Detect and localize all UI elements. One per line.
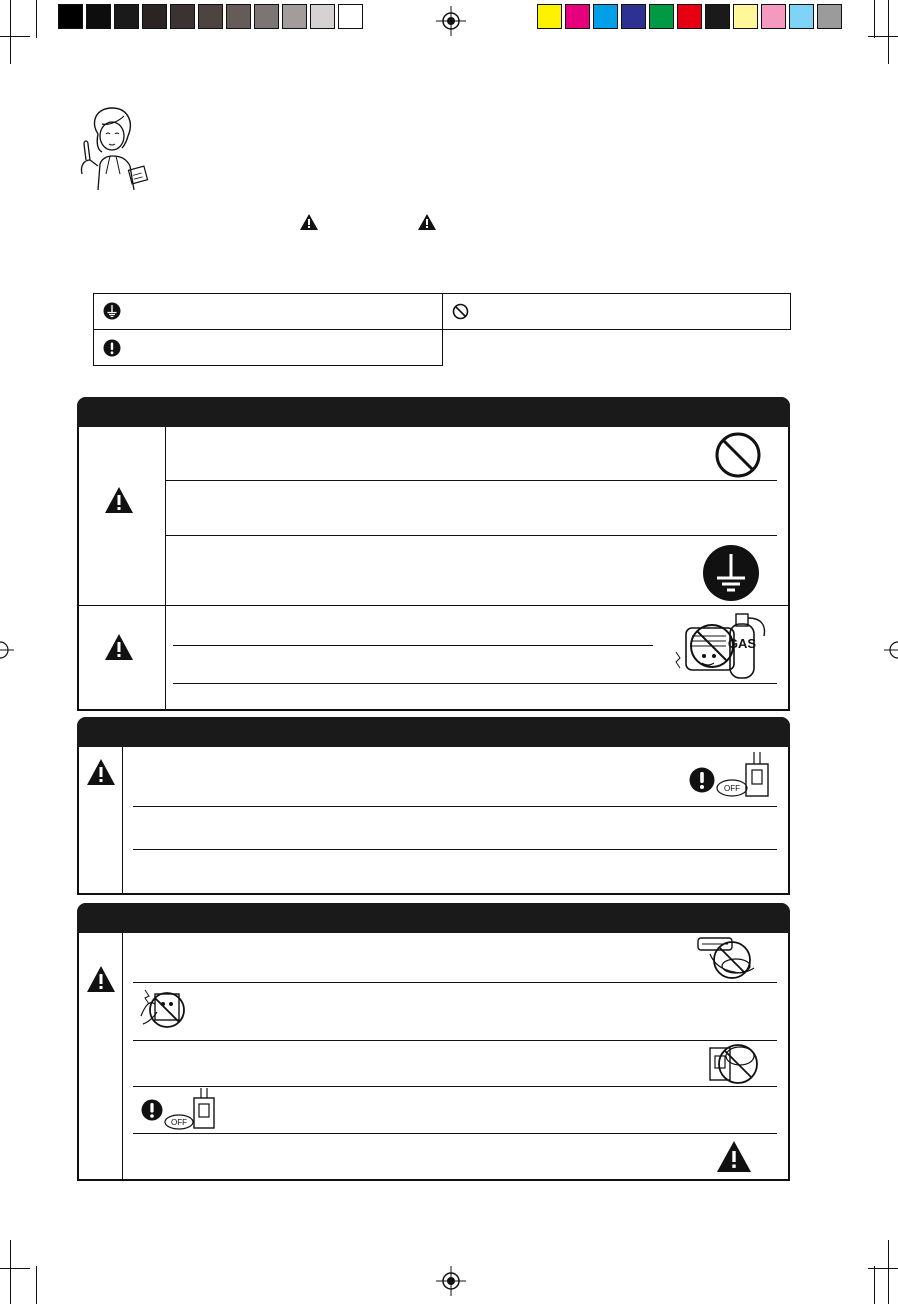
crop-mark [874, 1266, 875, 1304]
row-divider [133, 1086, 777, 1087]
crop-mark [874, 0, 875, 38]
legend-cell-ground [93, 293, 443, 330]
crop-mark [888, 0, 889, 64]
section-header-bar [77, 903, 790, 933]
legend-cell-mandatory [93, 329, 443, 366]
warning-triangle-icon [300, 214, 318, 230]
color-swatch [761, 4, 786, 29]
row-divider [133, 982, 777, 983]
row-divider [133, 806, 777, 807]
gray-swatch [310, 4, 335, 29]
color-swatch [565, 4, 590, 29]
crop-mark [868, 1268, 898, 1269]
registration-mark-bottom [436, 1266, 466, 1296]
registration-mark-top [436, 6, 466, 36]
warning-triangle-icon [87, 966, 115, 992]
section-divider [122, 747, 123, 893]
registration-mark-left [0, 635, 14, 665]
crop-mark [0, 36, 30, 37]
registration-mark-right [884, 635, 898, 665]
off-label: OFF [724, 784, 740, 793]
gray-swatch [142, 4, 167, 29]
color-swatch [677, 4, 702, 29]
warning-triangle-icon [105, 487, 133, 513]
section-divider [122, 933, 123, 1179]
gray-swatch [338, 4, 363, 29]
color-swatch [593, 4, 618, 29]
color-swatch [649, 4, 674, 29]
color-swatch [789, 4, 814, 29]
section-header-bar [77, 397, 790, 427]
color-swatch [817, 4, 842, 29]
wet-hand-prohibit-illustration [702, 1042, 762, 1086]
row-divider [133, 1133, 777, 1134]
warning-triangle-icon [87, 759, 115, 785]
outlet-prohibit-illustration [139, 986, 191, 1032]
crop-mark [36, 0, 37, 38]
row-divider [133, 849, 777, 850]
crop-mark [868, 36, 898, 37]
ground-symbol-icon [702, 544, 760, 602]
breaker-off-illustration [716, 752, 774, 800]
no-sign-icon [714, 431, 762, 479]
row-divider [173, 645, 653, 646]
caution-section-3 [77, 903, 790, 1181]
breaker-off-illustration [164, 1088, 220, 1132]
section-divider [79, 605, 788, 606]
ground-symbol-icon [103, 302, 121, 320]
gray-swatch [170, 4, 195, 29]
section-divider [165, 427, 166, 710]
exclamation-circle-icon [141, 1099, 163, 1121]
crop-mark [10, 1240, 11, 1304]
gray-swatch [86, 4, 111, 29]
row-divider [133, 1040, 777, 1041]
no-sign-icon [452, 303, 469, 320]
caution-triangle-icon [418, 214, 436, 230]
color-swatch [537, 4, 562, 29]
exclamation-circle-icon [103, 339, 121, 357]
legend-cell-prohibit [442, 293, 791, 330]
gray-swatch [198, 4, 223, 29]
crop-mark [36, 1266, 37, 1304]
crop-mark [10, 0, 11, 64]
gray-swatch [254, 4, 279, 29]
crop-mark [0, 1268, 30, 1269]
gas-cylinder-illustration [672, 610, 772, 682]
color-swatch [705, 4, 730, 29]
row-divider [165, 480, 777, 481]
exclamation-circle-icon [689, 767, 715, 793]
caution-triangle-icon [105, 634, 133, 660]
gas-label: GAS [727, 636, 757, 651]
crop-mark [888, 1240, 889, 1304]
off-label: OFF [171, 1118, 187, 1127]
row-divider [165, 535, 777, 536]
row-divider [173, 683, 777, 684]
gray-swatch [282, 4, 307, 29]
section-header-bar [77, 717, 790, 747]
color-swatch [621, 4, 646, 29]
color-swatch [733, 4, 758, 29]
gray-swatch [58, 4, 83, 29]
warning-triangle-icon [717, 1141, 751, 1172]
air-conditioner-prohibit-illustration [696, 936, 762, 980]
gray-swatch [114, 4, 139, 29]
gray-swatch [226, 4, 251, 29]
woman-pointing-illustration [76, 104, 152, 190]
